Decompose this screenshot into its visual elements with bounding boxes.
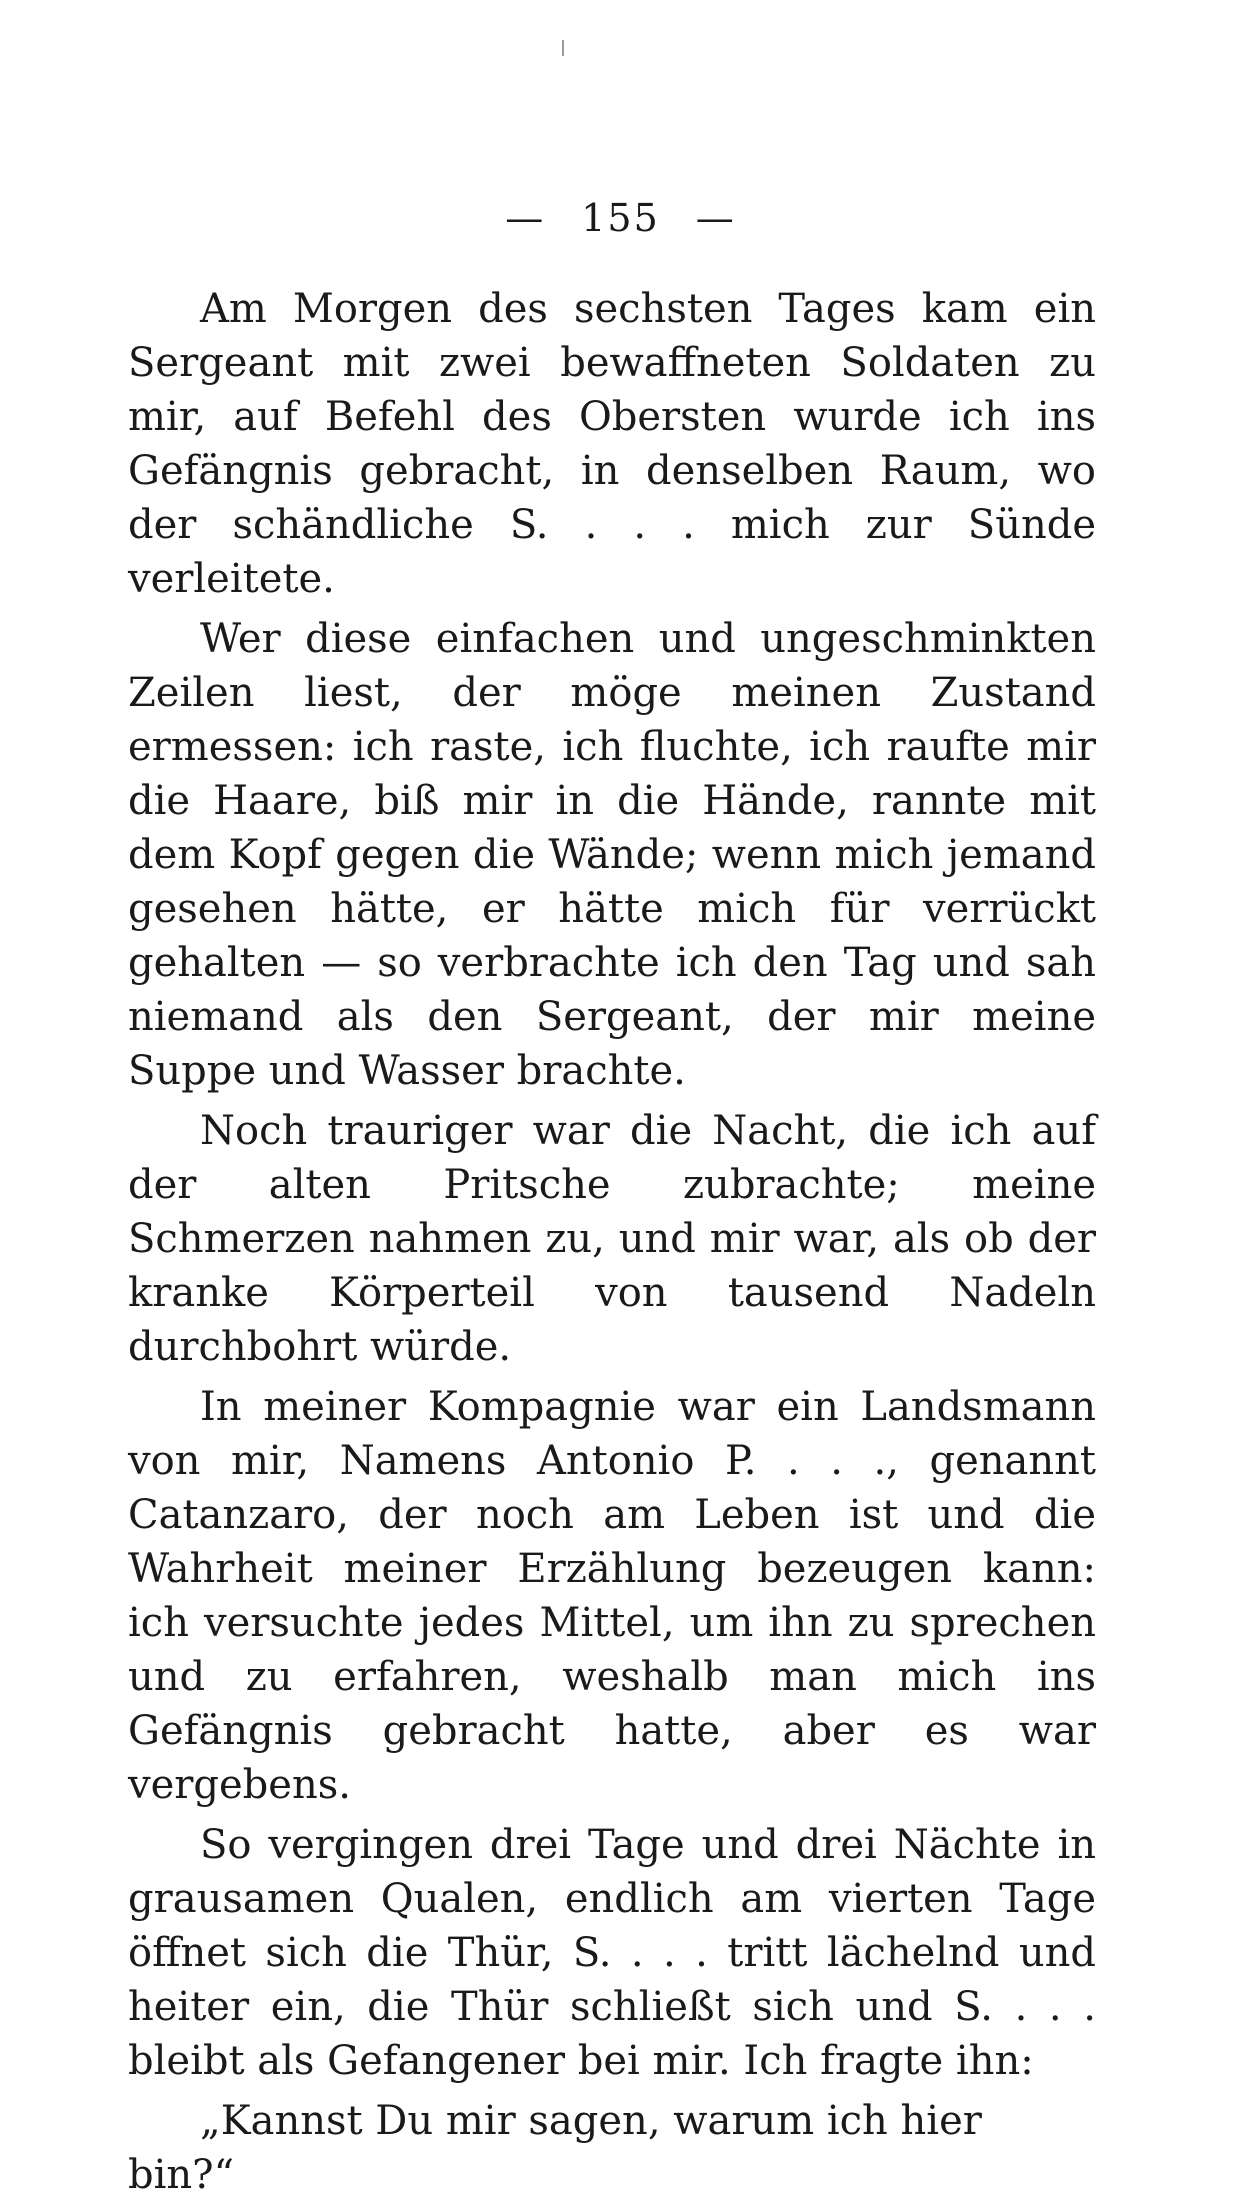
page-number: 155 (581, 196, 660, 240)
paragraph-quote: „Kannst Du mir sagen, warum ich hier bin?“ (128, 2098, 982, 2198)
right-dash: — (695, 196, 736, 240)
paragraph: In meiner Kompagnie war ein Landsmann von mir, Namens Antonio P. . . ., genannt Catanzaro, der noch am Leben ist und die Wahrheit meiner Erzählung bezeugen kann: ich versuchte jedes Mittel, um ihn zu sprechen und zu erfahren, weshalb man mich ins Gefängnis gebracht hatte, aber es war vergebens. (128, 1384, 1096, 1808)
paragraph: Am Morgen des sechsten Tages kam ein Sergeant mit zwei bewaffneten Soldaten zu mir, auf Befehl des Obersten wurde ich ins Gefängnis gebracht, in denselben Raum, wo der schändliche S. . . . mich zur Sünde verleitete. (128, 286, 1096, 602)
paragraph: Noch trauriger war die Nacht, die ich auf der alten Pritsche zubrachte; meine Schmerzen nahmen zu, und mir war, als ob der kranke Körperteil von tausend Nadeln durchbohrt würde. (128, 1108, 1096, 1370)
paragraph: So vergingen drei Tage und drei Nächte in grausamen Qualen, endlich am vierten Tage öffnet sich die Thür, S. . . . tritt lächelnd und heiter ein, die Thür schließt sich und S. . . . bleibt als Gefangener bei mir. Ich fragte ihn: (128, 1822, 1096, 2084)
body-text (128, 282, 1096, 2202)
left-dash: — (505, 196, 546, 240)
page-number-header (0, 196, 1241, 240)
print-speck (562, 40, 564, 56)
paragraph: Wer diese einfachen und ungeschminkten Zeilen liest, der möge meinen Zustand ermessen: ich raste, ich fluchte, ich raufte mir die Haare, biß mir in die Hände, rannte mit dem Kopf gegen die Wände; wenn mich jemand gesehen hätte, er hätte mich für verrückt gehalten — so verbrachte ich den Tag und sah niemand als den Sergeant, der mir meine Suppe und Wasser brachte. (128, 616, 1096, 1094)
